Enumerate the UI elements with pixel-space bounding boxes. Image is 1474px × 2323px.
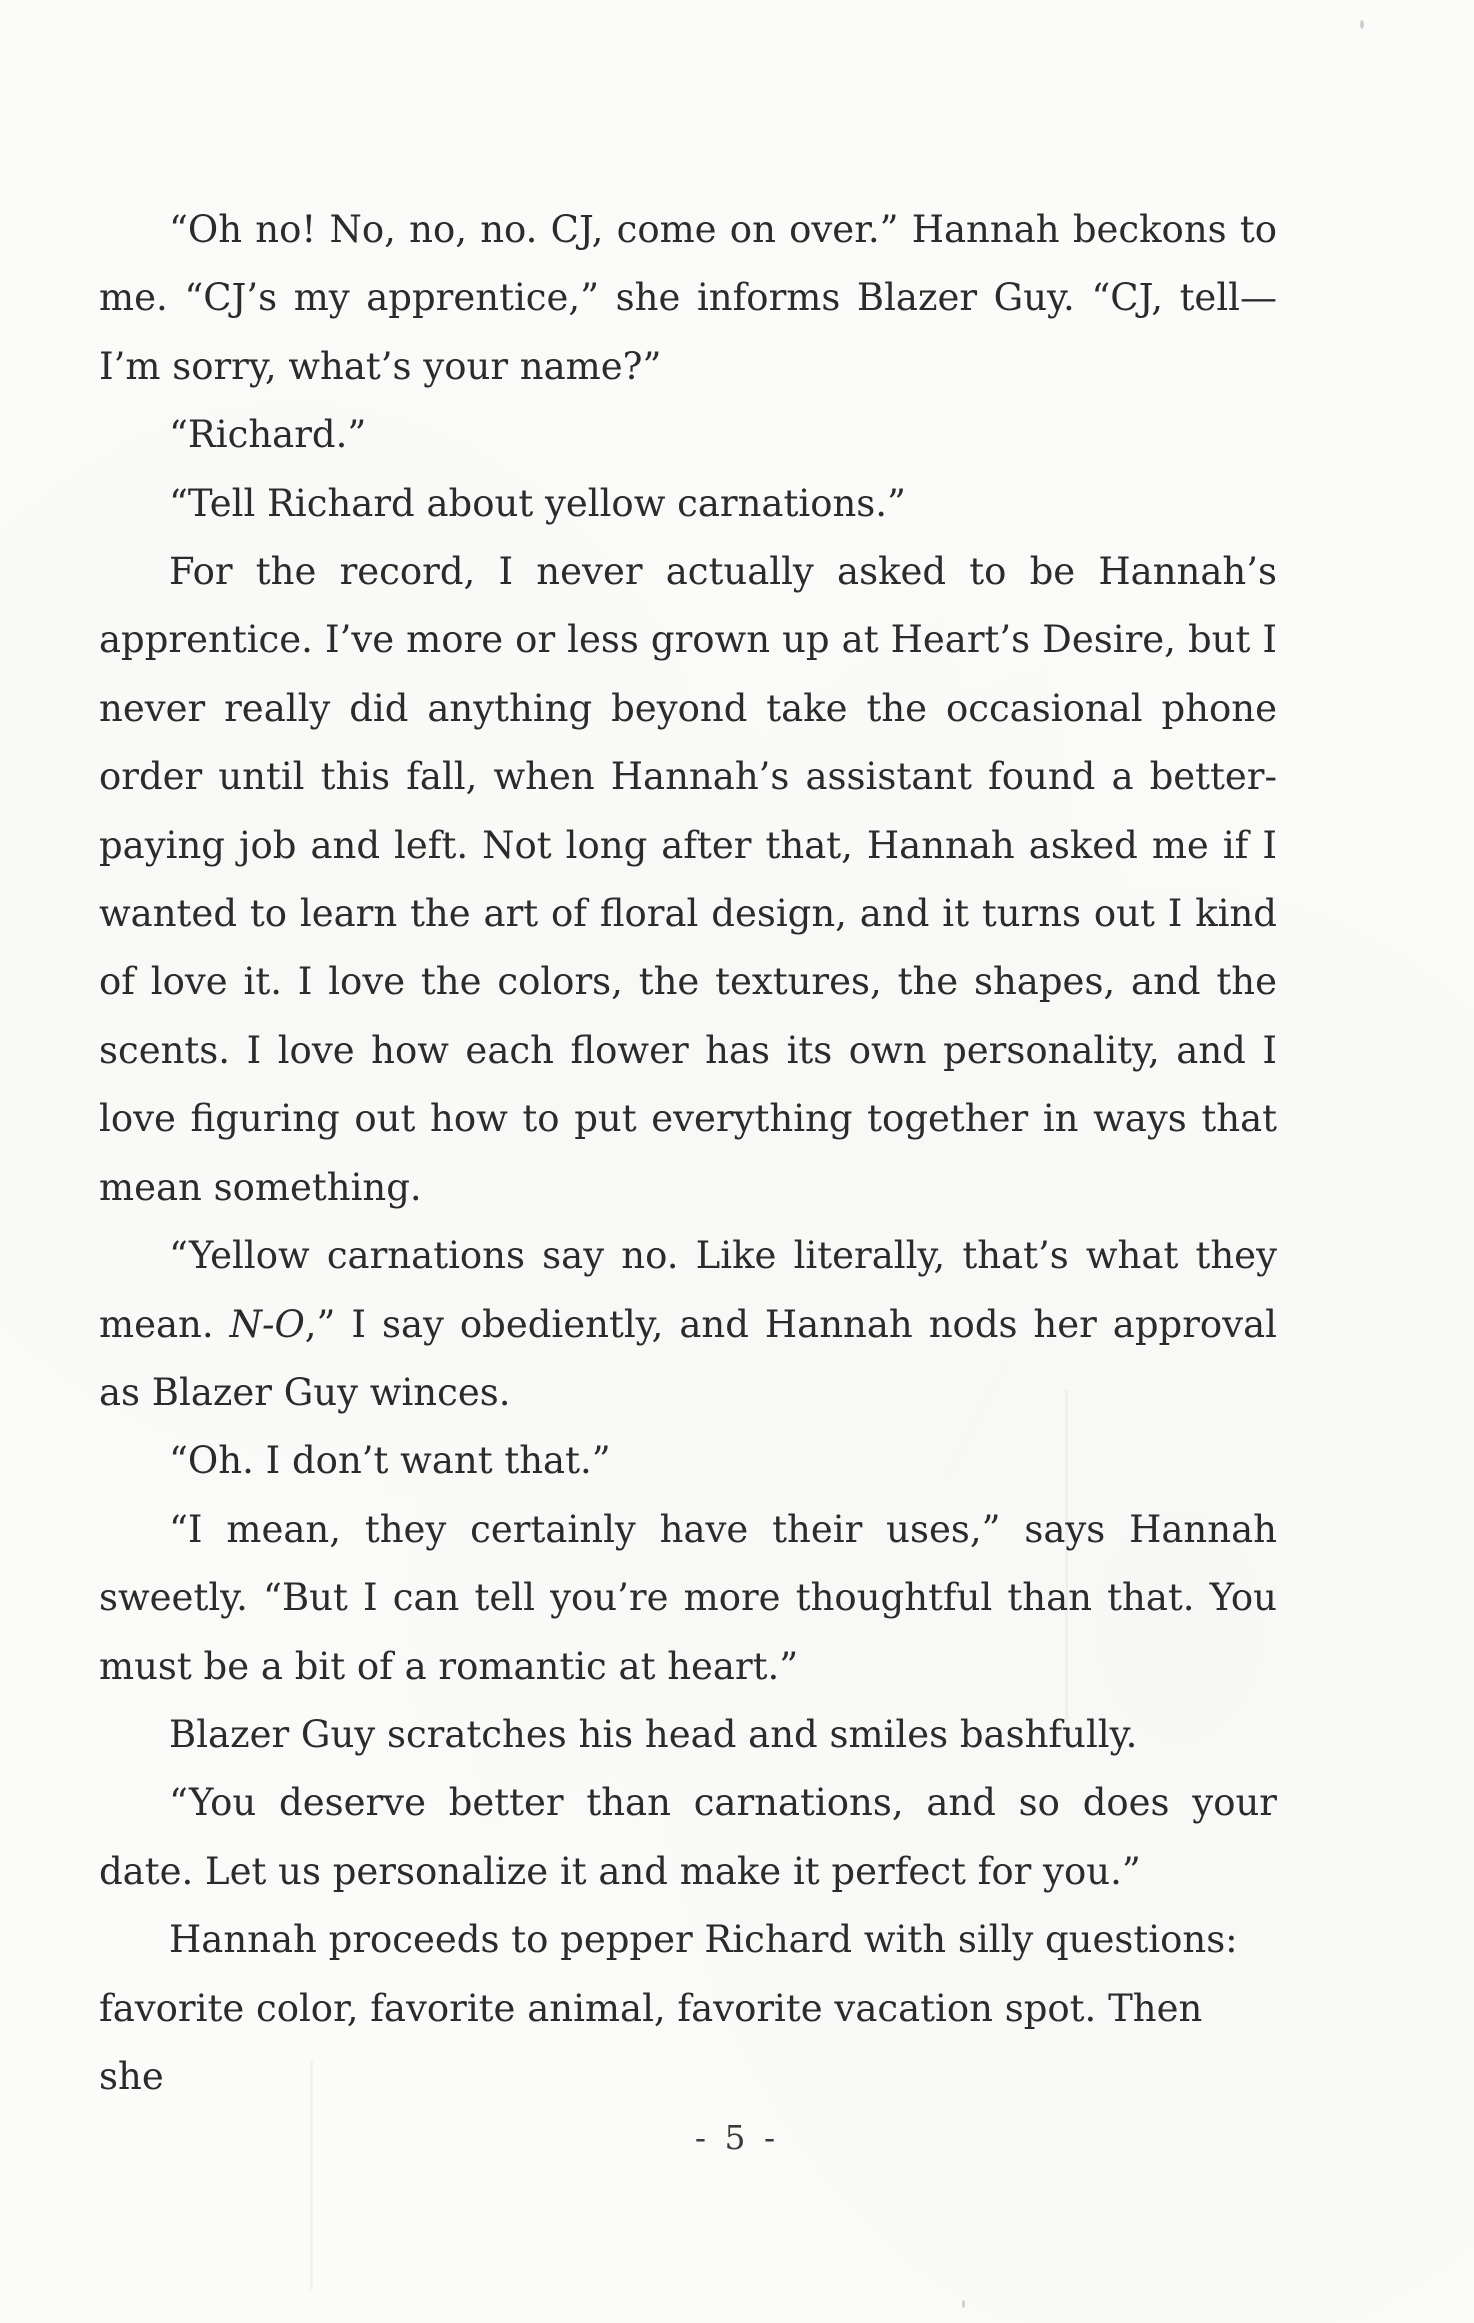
paragraph: [99, 1769, 1277, 1906]
paragraph: [99, 1427, 1277, 1495]
paragraph-text: Blazer Guy scratches his head and smiles bashfully.: [169, 1712, 1138, 1756]
paragraph-text: “Oh no! No, no, no. CJ, come on over.” Hannah beckons to me. “CJ’s my apprentice,” she informs Blazer Guy. “CJ, tell— I’m sorry, what’s your name?”: [99, 208, 1277, 388]
page-number: - 5 -: [694, 2118, 780, 2157]
italic-text: N-O: [229, 1302, 305, 1346]
scan-speck: [962, 2300, 965, 2308]
paragraph-text: “Oh. I don’t want that.”: [169, 1439, 611, 1483]
paragraph-text: “You deserve better than carnations, and so does your date. Let us personalize it and make it perfect for you.”: [99, 1781, 1277, 1893]
paragraph: [99, 1906, 1277, 2111]
paragraph: [99, 538, 1277, 1222]
scan-speck: [1360, 20, 1364, 29]
paragraph: [99, 1222, 1277, 1427]
paragraph: [99, 196, 1277, 401]
paragraph-text: “I mean, they certainly have their uses,” says Hannah sweetly. “But I can tell you’re more thoughtful than that. You must be a bit of a romantic at heart.”: [99, 1507, 1277, 1688]
body-text: [99, 196, 1277, 2111]
paragraph: [99, 1496, 1277, 1701]
paragraph: [99, 1701, 1277, 1769]
paragraph-text: “Yellow carnations say no. Like literally, that’s what they mean.: [99, 1234, 1277, 1346]
paragraph: [99, 401, 1277, 469]
paragraph: [99, 470, 1277, 538]
paragraph-text: Hannah proceeds to pepper Richard with silly questions: favorite color, favorite animal, favorite vacation spot. Then she: [99, 1918, 1238, 2098]
paragraph-text: For the record, I never actually asked to be Hannah’s apprentice. I’ve more or less grown up at Heart’s Desire, but I never really did anything beyond take the occasional phone order until this fall, when Hannah’s assistant found a better-paying job and left. Not long after that, Hannah asked me if I wanted to learn the art of floral design, and it turns out I kind of love it. I love the colors, the textures, the shapes, and the scents. I love how each flower has its own personality, and I love figuring out how to put everything together in ways that mean something.: [99, 550, 1277, 1209]
paragraph-text: ,” I say obediently, and Hannah nods her approval as Blazer Guy winces.: [99, 1302, 1277, 1414]
paragraph-text: “Richard.”: [169, 413, 367, 457]
paragraph-text: “Tell Richard about yellow carnations.”: [169, 481, 906, 525]
